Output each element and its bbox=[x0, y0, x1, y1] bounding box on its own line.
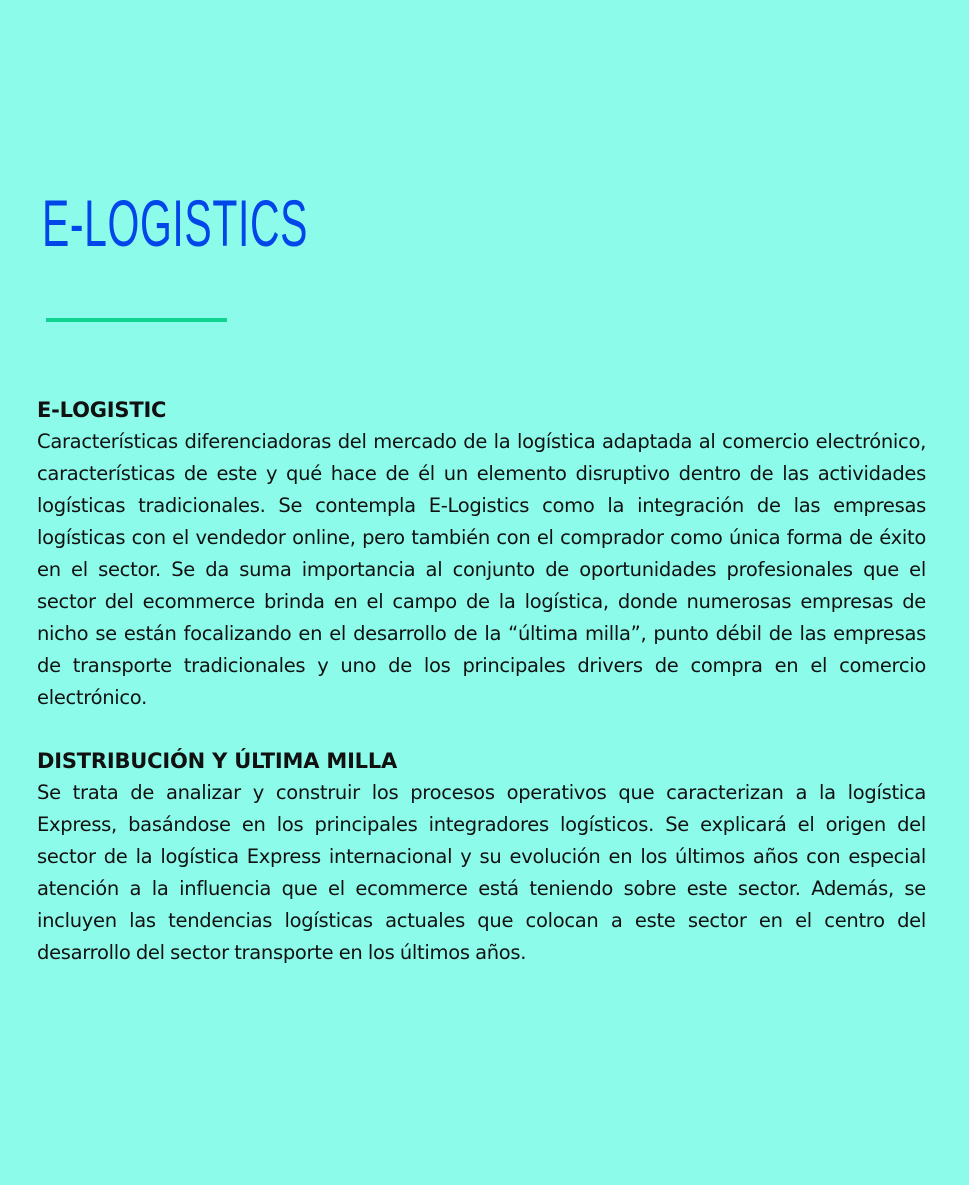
section-heading: E-LOGISTIC bbox=[37, 398, 167, 422]
section-body: Características diferenciadoras del mercado de la logística adaptada al comercio electrónico, características de este y qué hace de él un elemento disruptivo dentro de las actividades logísticas tradicionales. Se contempla E-Logistics como la integración de las empresas logísticas con el vendedor online, pero también con el comprador como única forma de éxito en el sector. Se da suma importancia al conjunto de oportunidades profesionales que el sector del ecommerce brinda en el campo de la logística, donde numerosas empresas de nicho se están focalizando en el desarrollo de la “última milla”, punto débil de las empresas de transporte tradicionales y uno de los principales drivers de compra en el comercio electrónico. bbox=[37, 430, 926, 709]
page-title: E-LOGISTICS bbox=[42, 186, 309, 260]
section-heading: DISTRIBUCIÓN Y ÚLTIMA MILLA bbox=[37, 749, 398, 773]
title-divider bbox=[46, 318, 227, 322]
section-body: Se trata de analizar y construir los procesos operativos que caracterizan a la logística Express, basándose en los principales integradores logísticos. Se explicará el origen del sector de la logística Express internacional y su evolución en los últimos años con especial atención a la influencia que el ecommerce está teniendo sobre este sector. Además, se incluyen las tendencias logísticas actuales que colocan a este sector en el centro del desarrollo del sector transporte en los últimos años. bbox=[37, 781, 926, 964]
content-area bbox=[37, 395, 926, 969]
section-distribucion-ultima-milla bbox=[37, 746, 926, 969]
section-e-logistic bbox=[37, 395, 926, 714]
